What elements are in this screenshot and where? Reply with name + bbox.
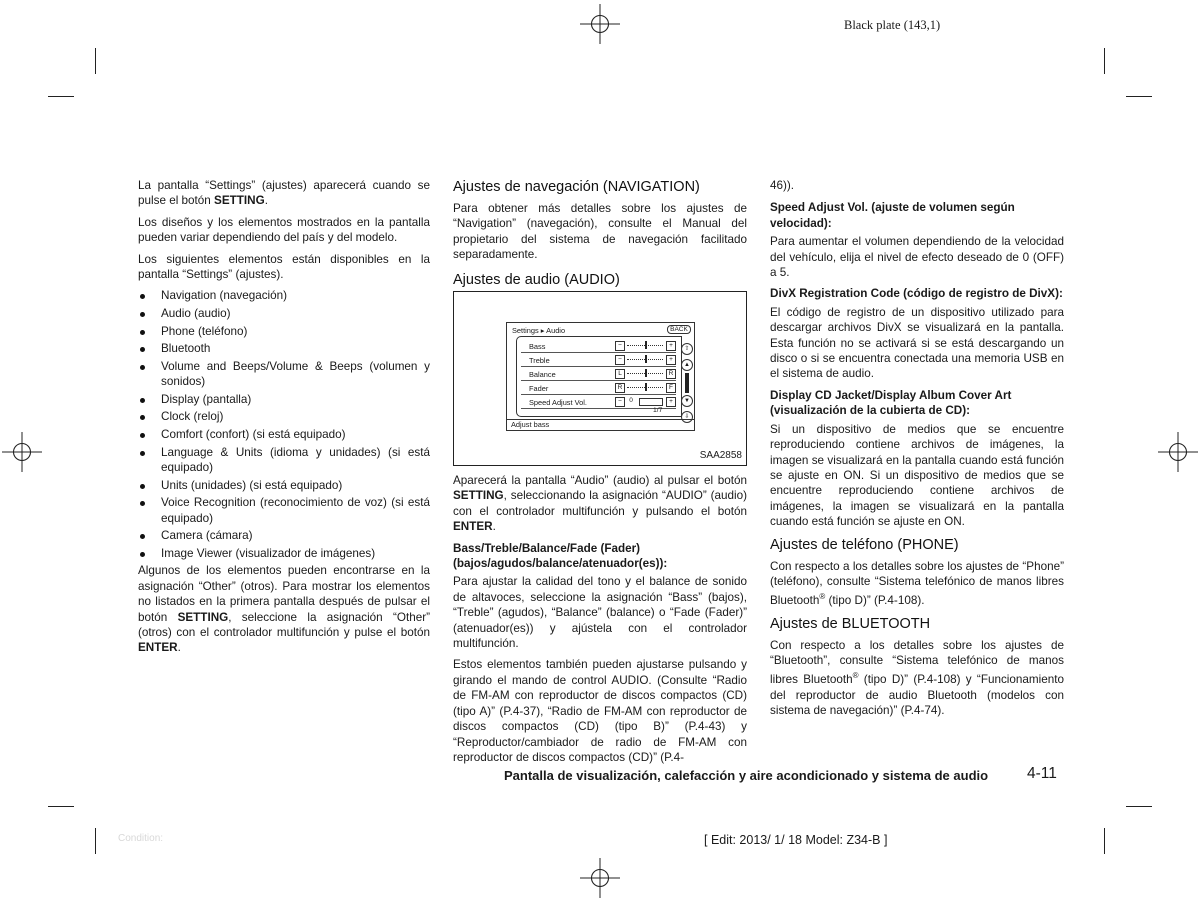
right-column [770, 178, 1064, 725]
settings-items-list [138, 288, 430, 561]
left-column [138, 178, 430, 662]
increase-button[interactable]: + [666, 397, 676, 407]
registration-mark-icon [0, 430, 44, 474]
list-item: Voice Recognition (reconocimiento de voz) (si está equipado) [138, 495, 430, 526]
crop-mark [95, 48, 96, 74]
figure-code: SAA2858 [699, 450, 742, 461]
level-steps [639, 398, 663, 406]
page-number: 4-11 [1027, 765, 1057, 782]
left-button[interactable]: L [615, 369, 625, 379]
increase-button[interactable]: + [666, 341, 676, 351]
heading-audio: Ajustes de audio (AUDIO) [453, 271, 620, 288]
audio-settings-figure [453, 291, 747, 466]
level-marker [645, 383, 647, 391]
decrease-button[interactable]: − [615, 341, 625, 351]
front-button[interactable]: F [666, 383, 676, 393]
list-item: Bluetooth [138, 341, 430, 356]
setting-row-treble[interactable]: Treble − + [521, 354, 676, 367]
right-button[interactable]: R [666, 369, 676, 379]
decrease-button[interactable]: − [615, 355, 625, 365]
setting-row-speed-adjust[interactable]: Speed Adjust Vol. − 0 + [521, 396, 676, 409]
audio-screen-paragraph: Aparecerá la pantalla “Audio” (audio) al pulsar el botón SETTING, seleccionando la asignación “AUDIO” (audio) con el controlador multifunción y pulsando el botón ENTER. [453, 474, 747, 534]
list-item: Display (pantalla) [138, 392, 430, 407]
level-marker [645, 341, 647, 349]
audio-knob-paragraph: Estos elementos también pueden ajustarse pulsando y girando el mando de control AUDIO. (Consulte “Radio de FM-AM con reproductor de discos compactos (CD) (tipo A)” (P.4-37), “Radio de FM-AM con reproductor de discos compactos (CD) (tipo B)” (P.4-43) y “Reproductor/cambiador de radio de FM-AM con reproductor de discos compactos (CD)” (P.4- [453, 658, 747, 764]
heading-divx: DivX Registration Code (código de registro de DivX): [770, 287, 1063, 301]
crop-mark [1104, 828, 1105, 854]
audio-screen [506, 322, 695, 431]
list-item: Camera (cámara) [138, 528, 430, 543]
status-text: Adjust bass [511, 420, 550, 429]
level-marker [645, 355, 647, 363]
divx-paragraph: El código de registro de un dispositivo utilizado para descargar archivos DivX se visualizará en la pantalla. Esta función no se activará si se está descargando un disco o si se encuentra conectada una memoria USB en el sistema de audio. [770, 305, 1064, 381]
setting-row-bass[interactable]: Bass − + [521, 340, 676, 353]
list-item: Clock (reloj) [138, 409, 430, 424]
list-item: Image Viewer (visualizador de imágenes) [138, 546, 430, 561]
heading-phone: Ajustes de teléfono (PHONE) [770, 536, 959, 553]
list-item: Audio (audio) [138, 306, 430, 321]
footer-section-title: Pantalla de visualización, calefacción y aire acondicionado y sistema de audio [504, 768, 989, 783]
heading-bass-treble: Bass/Treble/Balance/Fade (Fader) (bajos/agudos/balance/atenuador(es)): [453, 541, 668, 571]
list-item: Navigation (navegación) [138, 288, 430, 303]
available-items-intro: Los siguientes elementos están disponibles en la pantalla “Settings” (ajustes). [138, 252, 430, 282]
setting-row-fader[interactable]: Fader R F [521, 382, 676, 395]
scroll-up-small-icon[interactable]: ▲ [681, 359, 693, 371]
setting-row-balance[interactable]: Balance L R [521, 368, 676, 381]
decrease-button[interactable]: − [615, 397, 625, 407]
list-item: Volume and Beeps/Volume & Beeps (volumen y sonidos) [138, 359, 430, 390]
heading-cd-jacket: Display CD Jacket/Display Album Cover Art (visualización de la cubierta de CD): [770, 388, 1012, 418]
level-marker [645, 369, 647, 377]
crop-mark [1126, 806, 1152, 807]
crop-mark [48, 96, 74, 97]
list-item: Phone (teléfono) [138, 324, 430, 339]
heading-navigation: Ajustes de navegación (NAVIGATION) [453, 179, 700, 195]
navigation-paragraph: Para obtener más detalles sobre los ajustes de “Navigation” (navegación), consulte el Manual del propietario del sistema de navegación facilitado separadamente. [453, 202, 747, 262]
design-note: Los diseños y los elementos mostrados en la pantalla pueden variar dependiendo del país y del modelo. [138, 215, 430, 245]
plate-label: Black plate (143,1) [844, 18, 941, 32]
crop-mark [1126, 96, 1152, 97]
heading-speed-adjust: Speed Adjust Vol. (ajuste de volumen según velocidad): [770, 201, 1015, 230]
scroll-down-icon[interactable]: ⇩ [681, 411, 693, 423]
registration-mark-icon [578, 856, 622, 900]
continued-text: 46)). [770, 179, 795, 192]
increase-button[interactable]: + [666, 355, 676, 365]
registration-mark-icon [578, 2, 622, 46]
middle-column-bottom [453, 473, 747, 771]
cd-jacket-paragraph: Si un dispositivo de medios que se encuentre reproduciendo contiene archivos de imágenes, la imagen se visualizará en la pantalla cuando está función se ajuste en ON. Si un dispositivo de medios que se encuentre reproduciendo contiene archivos de imágenes, la imagen se visualizará en la pantalla cuando está función se ajuste en ON. [770, 422, 1064, 529]
list-item: Language & Units (idioma y unidades) (si está equipado) [138, 445, 430, 476]
crop-mark [1104, 48, 1105, 74]
speed-adjust-paragraph: Para aumentar el volumen dependiendo de la velocidad del vehículo, elija el nivel de efecto deseado de 0 (OFF) a 5. [770, 235, 1064, 280]
speed-value: 0 [627, 397, 635, 405]
rear-button[interactable]: R [615, 383, 625, 393]
scroll-down-small-icon[interactable]: ▼ [681, 395, 693, 407]
bluetooth-paragraph: Con respecto a los detalles sobre los ajustes de “Bluetooth”, consulte “Sistema telefónico de manos libres Bluetooth® (tipo D)” (P.4-108) y “Funcionamiento del reproductor de audio Bluetooth (modelos con sistema de navegación)” (P.4-74). [770, 638, 1064, 718]
phone-paragraph: Con respecto a los detalles sobre los ajustes de “Phone” (teléfono), consulte “Sistema telefónico de manos libres Bluetooth® (tipo D)” (P.4-108). [770, 559, 1064, 608]
intro-paragraph: La pantalla “Settings” (ajustes) aparecerá cuando se pulse el botón SETTING. [138, 179, 430, 208]
scrollbar[interactable] [685, 373, 689, 393]
registration-mark-icon [1156, 430, 1200, 474]
edit-info: [ Edit: 2013/ 1/ 18 Model: Z34-B ] [704, 833, 888, 847]
list-item: Units (unidades) (si está equipado) [138, 478, 430, 493]
bass-treble-paragraph: Para ajustar la calidad del tono y el balance de sonido de altavoces, seleccione la asignación “Bass” (bajos), “Treble” (agudos), “Balance” (balance) o “Fade (Fader)” (atenuador(es)) y ajústela con el controlador multifunción. [453, 575, 747, 651]
middle-column-top [453, 174, 747, 294]
list-item: Comfort (confort) (si está equipado) [138, 427, 430, 442]
crop-mark [48, 806, 74, 807]
back-button[interactable]: BACK [667, 325, 691, 334]
page-indicator: 1/7 [653, 407, 663, 414]
crop-mark [95, 828, 96, 854]
other-tab-note: Algunos de los elementos pueden encontrarse en la asignación “Other” (otros). Para mostrar los elementos no listados en la primera pantalla después de pulsar el botón SETTING, seleccione la asignación “Other” (otros) con el controlador multifunción y pulse el botón ENTER. [138, 564, 430, 655]
heading-bluetooth: Ajustes de BLUETOOTH [770, 615, 931, 632]
screen-breadcrumb: Settings ▸ Audio [512, 326, 566, 335]
scroll-up-icon[interactable]: ⇧ [681, 343, 693, 355]
condition-label: Condition: [118, 833, 164, 844]
